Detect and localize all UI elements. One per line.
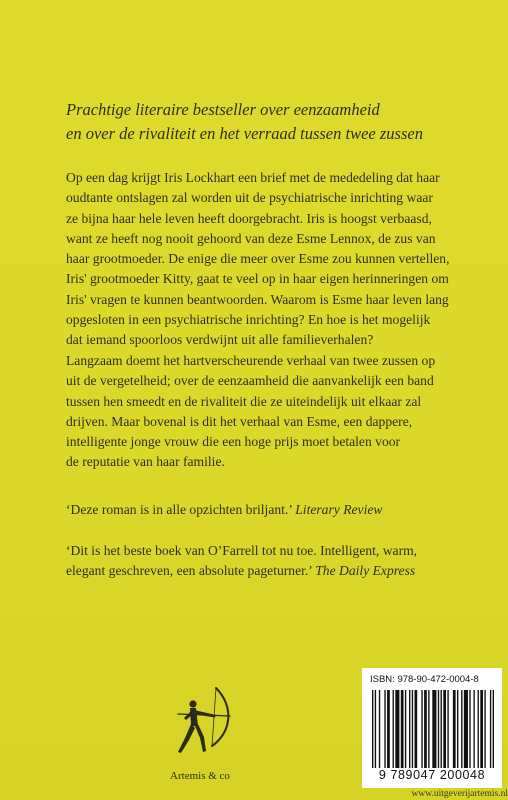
text-line: oudtante ontslagen zal worden uit de psychiatrische inrichting waar xyxy=(66,190,433,206)
barcode-bar xyxy=(393,690,394,768)
quote-text: ‘Deze roman is in alle opzichten briljant.’ xyxy=(66,502,296,517)
barcode-bar xyxy=(441,690,442,768)
barcode-bar xyxy=(443,690,446,768)
barcode-bar xyxy=(409,690,410,768)
text-line: want ze heeft nog nooit gehoord van deze Esme Lennox, de zus van xyxy=(66,230,436,246)
text-line: intelligente jonge vrouw die een hoge prijs moet betalen voor xyxy=(66,434,401,450)
barcode-bar xyxy=(401,690,404,768)
barcode-bar xyxy=(372,690,373,768)
barcode-bar xyxy=(432,690,436,768)
text-line: opgesloten in een psychiatrische inrichting? En hoe is het mogelijk xyxy=(66,312,431,328)
quote-source: The Daily Express xyxy=(315,563,416,579)
barcode-bar xyxy=(414,690,417,768)
text-line: ze bijna haar hele leven heeft doorgebracht. Iris is hoogst verbaasd, xyxy=(66,210,432,226)
blurb-paragraph-1 xyxy=(66,168,496,351)
isbn-label: ISBN: 978-90-472-0004-8 xyxy=(370,674,479,685)
blurb-paragraph-2 xyxy=(66,351,496,473)
barcode-bar xyxy=(438,690,439,768)
barcode-bar xyxy=(461,690,462,768)
text-line: Op een dag krijgt Iris Lockhart een brief met de mededeling dat haar xyxy=(66,170,440,185)
quote-text-line: elegant geschreven, een absolute pageturner.’ xyxy=(66,563,316,579)
barcode-bar xyxy=(493,690,494,768)
text-line: drijven. Maar bovenal is dit het verhaal van Esme, een dappere, xyxy=(66,413,413,429)
text-line: dat iemand spoorloos verdwijnt uit alle familieverhalen? xyxy=(66,332,374,348)
barcode-bar xyxy=(412,690,413,768)
text-line: uit de vergetelheid; over de eenzaamheid die aanvankelijk een band xyxy=(66,373,434,389)
headline xyxy=(66,98,486,146)
barcode-bar xyxy=(384,690,385,768)
quote-source: Literary Review xyxy=(295,502,383,517)
barcode-bar xyxy=(478,690,479,768)
barcode-bar xyxy=(428,690,429,768)
barcode-bar xyxy=(379,690,380,768)
barcode-bar xyxy=(405,690,406,768)
barcode-bar xyxy=(447,690,448,768)
headline-line-2: en over de rivaliteit en het verraad tussen twee zussen xyxy=(66,124,423,143)
text-line: tussen hen smeedt en de rivaliteit die ze uiteindelijk uit elkaar zal xyxy=(66,393,422,409)
headline-line-1: Prachtige literaire bestseller over eenzaamheid xyxy=(66,100,380,119)
barcode-bar xyxy=(480,690,483,768)
text-line: Iris' grootmoeder Kitty, gaat te veel op in haar eigen herinneringen om xyxy=(66,271,449,287)
barcode-panel xyxy=(362,668,502,788)
text-line: de reputatie van haar familie. xyxy=(66,454,225,470)
barcode-bar xyxy=(464,690,468,768)
barcode-number: 9 789047 200048 xyxy=(378,768,486,782)
barcode-bar xyxy=(387,690,390,768)
barcode-bar xyxy=(469,690,470,768)
text-line: haar grootmoeder. De enige die meer over Esme zou kunnen vertellen, xyxy=(66,251,450,267)
barcode-bar xyxy=(473,690,474,768)
publisher-name: Artemis & co xyxy=(170,770,230,782)
barcode-bar xyxy=(421,690,422,768)
barcode-bar xyxy=(457,690,458,768)
text-line: Langzaam doemt het hartverscheurende verhaal van twee zussen op xyxy=(66,353,436,368)
barcode-bar xyxy=(484,690,485,768)
review-quote-literary-review xyxy=(66,500,382,520)
barcode-bar xyxy=(395,690,399,768)
quote-text-line: ‘Dit is het beste boek van O’Farrell tot nu toe. Intelligent, warm, xyxy=(66,543,418,558)
barcode-bar xyxy=(424,690,427,768)
barcode-bar xyxy=(453,690,456,768)
barcode xyxy=(370,690,496,768)
barcode-bar xyxy=(375,690,376,768)
text-line: Iris' vragen te kunnen beantwoorden. Waarom is Esme haar leven lang xyxy=(66,291,449,307)
review-quote-daily-express xyxy=(66,541,417,582)
archer-icon xyxy=(160,680,240,760)
barcode-bar xyxy=(490,690,491,768)
publisher-website: www.uitgeverijartemis.nl xyxy=(411,789,508,799)
